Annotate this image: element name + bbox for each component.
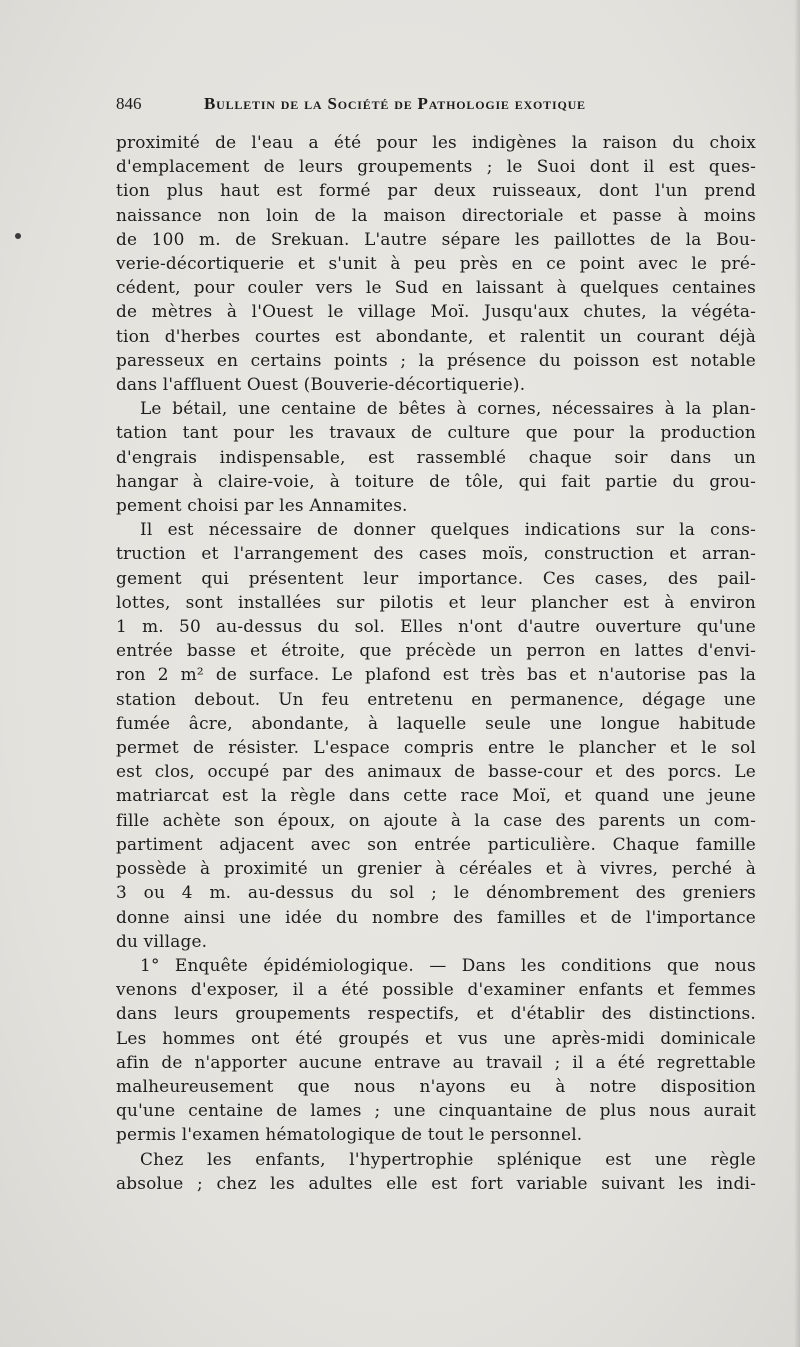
- text-line: fumée âcre, abondante, à laquelle seule une longue habitude: [116, 712, 756, 733]
- text-line: truction et l'arrangement des cases moïs, construction et arran-: [116, 543, 756, 564]
- text-line: partiment adjacent avec son entrée particulière. Chaque famille: [116, 833, 756, 854]
- text-line: 3 ou 4 m. au-dessus du sol ; le dénombrement des greniers: [116, 882, 756, 903]
- text-line: donne ainsi une idée du nombre des familles et de l'importance: [116, 906, 756, 927]
- text-line: de mètres à l'Ouest le village Moï. Jusqu'aux chutes, la végéta-: [116, 301, 756, 322]
- text-line: paresseux en certains points ; la présence du poisson est notable: [116, 349, 756, 370]
- text-line: possède à proximité un grenier à céréales et à vivres, perché à: [116, 858, 756, 879]
- text-line: permis l'examen hématologique de tout le personnel.: [116, 1124, 583, 1145]
- running-title: Bulletin de la Société de Pathologie exotique: [204, 94, 586, 113]
- text-line: qu'une centaine de lames ; une cinquantaine de plus nous aurait: [116, 1100, 756, 1121]
- text-line: entrée basse et étroite, que précède un perron en lattes d'envi-: [116, 640, 756, 661]
- text-line: tion plus haut est formé par deux ruisseaux, dont l'un prend: [116, 180, 756, 201]
- text-line: 1 m. 50 au-dessus du sol. Elles n'ont d'autre ouverture qu'une: [116, 616, 756, 637]
- text-line: dans l'affluent Ouest (Bouverie-décortiquerie).: [116, 374, 526, 395]
- text-line: du village.: [116, 930, 208, 951]
- text-line: matriarcat est la règle dans cette race Moï, et quand une jeune: [116, 785, 756, 806]
- text-line: de 100 m. de Srekuan. L'autre sépare les paillottes de la Bou-: [116, 228, 756, 249]
- text-line: d'engrais indispensable, est rassemblé chaque soir dans un: [116, 446, 756, 467]
- text-line: dans leurs groupements respectifs, et d'établir des distinctions.: [116, 1003, 756, 1024]
- text-line: gement qui présentent leur importance. Ces cases, des pail-: [116, 567, 756, 588]
- text-line: hangar à claire-voie, à toiture de tôle, qui fait partie du grou-: [116, 470, 756, 491]
- text-line: venons d'exposer, il a été possible d'examiner enfants et femmes: [116, 979, 756, 1000]
- section-heading-line: 1° Enquête épidémiologique. — Dans les conditions que nous: [140, 954, 756, 975]
- page-number: 846: [116, 94, 142, 113]
- text-line: tation tant pour les travaux de culture que pour la production: [116, 422, 756, 443]
- body-text: [116, 130, 756, 1195]
- text-line: Il est nécessaire de donner quelques indications sur la cons-: [140, 519, 756, 540]
- margin-mark: [15, 233, 21, 239]
- text-line: d'emplacement de leurs groupements ; le Suoi dont il est ques-: [116, 156, 756, 177]
- text-line: verie-décortiquerie et s'unit à peu près en ce point avec le pré-: [116, 253, 756, 274]
- text-line: absolue ; chez les adultes elle est fort variable suivant les indi-: [116, 1172, 756, 1193]
- page-header: [116, 92, 756, 116]
- text-line: Les hommes ont été groupés et vus une après-midi dominicale: [116, 1027, 756, 1048]
- text-line: lottes, sont installées sur pilotis et leur plancher est à environ: [116, 591, 756, 612]
- text-line: malheureusement que nous n'ayons eu à notre disposition: [116, 1075, 756, 1096]
- text-line: station debout. Un feu entretenu en permanence, dégage une: [116, 688, 756, 709]
- text-line: permet de résister. L'espace compris entre le plancher et le sol: [116, 737, 756, 758]
- text-line: proximité de l'eau a été pour les indigènes la raison du choix: [116, 132, 756, 152]
- text-line: Le bétail, une centaine de bêtes à cornes, nécessaires à la plan-: [140, 398, 756, 419]
- text-line: pement choisi par les Annamites.: [116, 495, 408, 516]
- text-line: est clos, occupé par des animaux de basse-cour et des porcs. Le: [116, 761, 756, 782]
- text-line: fille achète son époux, on ajoute à la case des parents un com-: [116, 809, 756, 830]
- text-line: tion d'herbes courtes est abondante, et ralentit un courant déjà: [116, 325, 756, 346]
- page-edge-shadow: [794, 0, 800, 1347]
- text-line: cédent, pour couler vers le Sud en laissant à quelques centaines: [116, 277, 756, 298]
- text-line: Chez les enfants, l'hypertrophie splénique est une règle: [140, 1148, 756, 1169]
- text-line: afin de n'apporter aucune entrave au travail ; il a été regrettable: [116, 1051, 756, 1072]
- text-line: naissance non loin de la maison directoriale et passe à moins: [116, 204, 756, 225]
- text-line: ron 2 m² de surface. Le plafond est très bas et n'autorise pas la: [116, 664, 756, 685]
